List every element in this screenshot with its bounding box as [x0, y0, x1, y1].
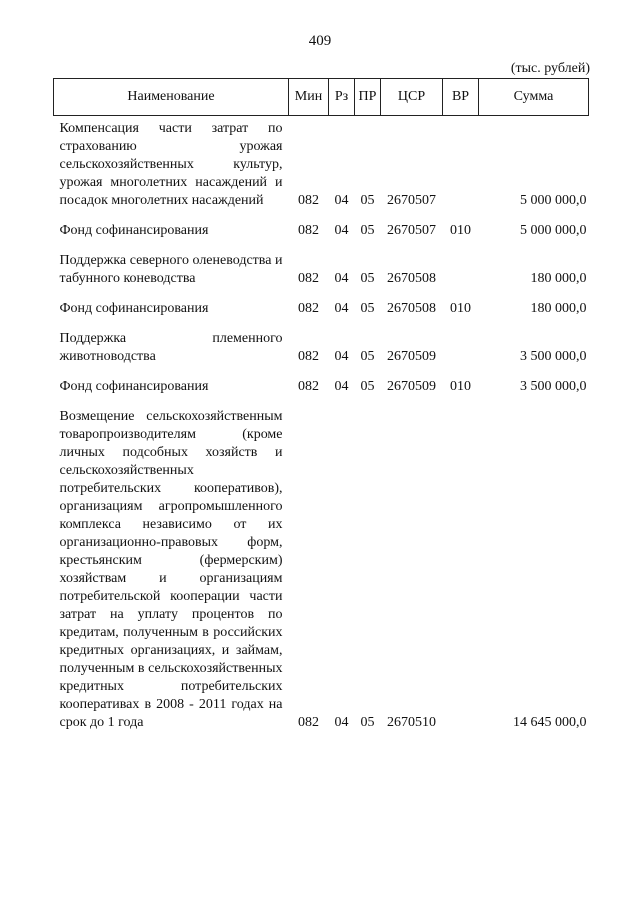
row-rz: 04: [334, 349, 349, 364]
row-csr: 2670507: [387, 223, 436, 238]
row-sum: 5 000 000,0: [520, 223, 587, 238]
row-min: 082: [298, 301, 319, 316]
row-rz: 04: [334, 223, 349, 238]
table-row: [54, 288, 589, 318]
row-sum: 14 645 000,0: [513, 715, 587, 730]
row-min: 082: [298, 223, 319, 238]
row-sum: 180 000,0: [530, 301, 587, 316]
row-name: Поддержка северного оленеводства и табунного коневодства: [59, 253, 283, 286]
row-vr: [443, 116, 479, 211]
table-row: [54, 116, 589, 211]
row-pr: 05: [360, 301, 375, 316]
table-row: [54, 366, 589, 396]
row-csr: 2670509: [387, 349, 436, 364]
row-vr: [443, 396, 479, 732]
row-name: Компенсация части затрат по страхованию урожая сельскохозяйственных культур, урожая многолетних насаждений и посадок многолетних насаждений: [59, 121, 283, 208]
row-vr: [443, 240, 479, 288]
header-sum: Сумма: [479, 79, 589, 116]
table-row: [54, 318, 589, 366]
row-vr: 010: [450, 301, 471, 316]
row-vr: [443, 318, 479, 366]
row-sum: 3 500 000,0: [520, 379, 587, 394]
row-csr: 2670508: [387, 301, 436, 316]
row-min: 082: [298, 715, 319, 730]
header-name: Наименование: [54, 79, 289, 116]
table-header-row: [54, 79, 589, 116]
row-rz: 04: [334, 271, 349, 286]
header-rz: Рз: [329, 79, 355, 116]
row-csr: 2670508: [387, 271, 436, 286]
row-pr: 05: [360, 271, 375, 286]
row-pr: 05: [360, 223, 375, 238]
row-sum: 180 000,0: [530, 271, 587, 286]
table-row: [54, 396, 589, 732]
row-name: Возмещение сельскохозяйственным товаропроизводителям (кроме личных подсобных хозяйств и сельскохозяйственных потребительских кооперативов), организациям агропромышленного комплекса независимо от их организационно-правовых форм, крестьянским (фермерским) хозяйствам и организациям потребительской кооперации части затрат на уплату процентов по кредитам, полученным в российских кредитных организациях, и займам, полученным в сельскохозяйственных кредитных потребительских кооперативах в 2008 - 2011 годах на срок до 1 года: [59, 409, 283, 730]
row-min: 082: [298, 271, 319, 286]
row-vr: 010: [450, 223, 471, 238]
header-pr: ПР: [355, 79, 381, 116]
row-pr: 05: [360, 715, 375, 730]
row-name: Фонд софинансирования: [59, 301, 209, 316]
row-rz: 04: [334, 715, 349, 730]
table-row: [54, 240, 589, 288]
units-note: (тыс. рублей): [510, 61, 590, 76]
row-name: Фонд софинансирования: [59, 223, 209, 238]
row-vr: 010: [450, 379, 471, 394]
row-sum: 5 000 000,0: [520, 193, 587, 208]
row-rz: 04: [334, 193, 349, 208]
row-csr: 2670507: [387, 193, 436, 208]
header-csr: ЦСР: [381, 79, 443, 116]
row-min: 082: [298, 349, 319, 364]
row-name: Поддержка племенного животноводства: [59, 331, 283, 364]
row-rz: 04: [334, 379, 349, 394]
row-pr: 05: [360, 193, 375, 208]
row-sum: 3 500 000,0: [520, 349, 587, 364]
row-csr: 2670510: [387, 715, 436, 730]
header-vr: ВР: [443, 79, 479, 116]
row-csr: 2670509: [387, 379, 436, 394]
row-name: Фонд софинансирования: [59, 379, 209, 394]
budget-table: [53, 78, 589, 732]
row-min: 082: [298, 193, 319, 208]
row-pr: 05: [360, 349, 375, 364]
row-pr: 05: [360, 379, 375, 394]
row-min: 082: [298, 379, 319, 394]
page-number: 409: [308, 33, 332, 49]
row-rz: 04: [334, 301, 349, 316]
table-row: [54, 210, 589, 240]
header-min: Мин: [289, 79, 329, 116]
